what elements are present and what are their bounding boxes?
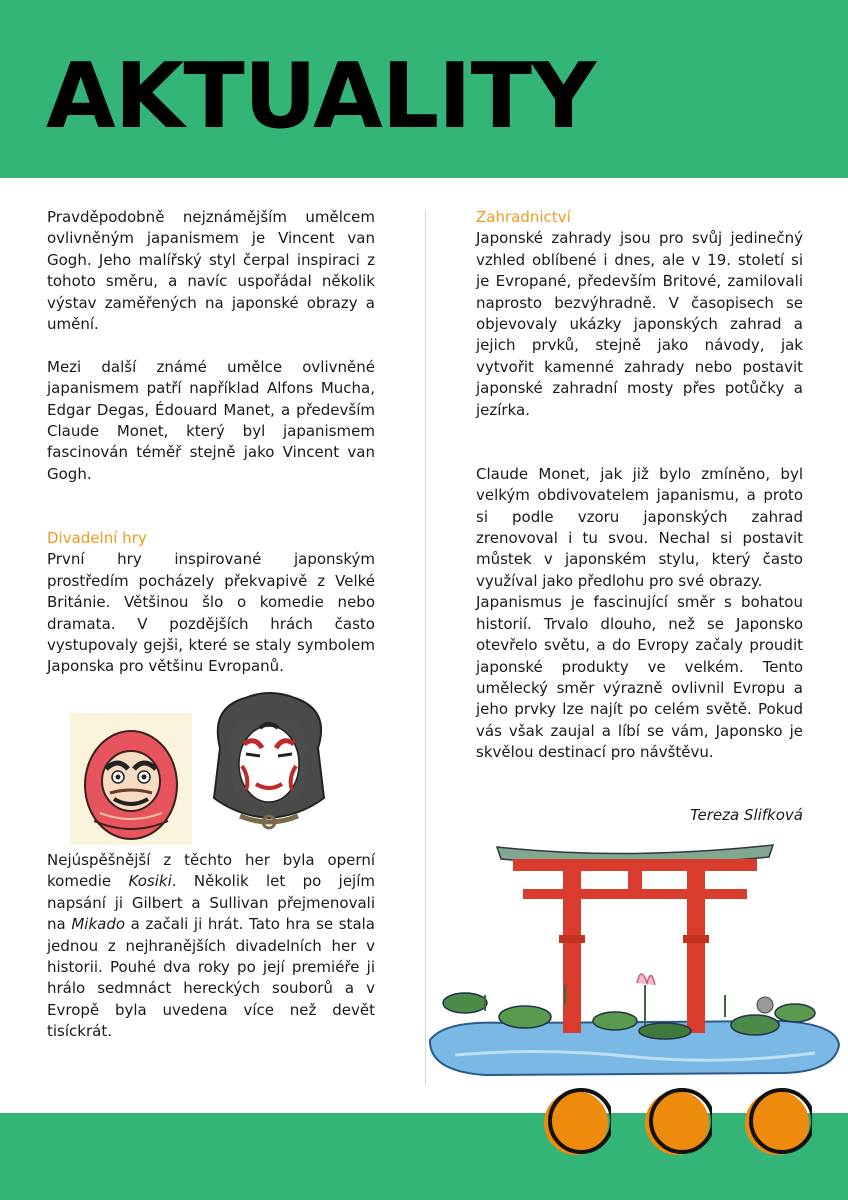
author-name: Tereza Slifková bbox=[690, 806, 803, 824]
page-title: AKTUALITY bbox=[46, 44, 596, 149]
kabuki-mask-illustration bbox=[200, 688, 338, 840]
daruma-illustration bbox=[70, 713, 192, 845]
footer-band bbox=[0, 1113, 848, 1200]
left-column-bottom bbox=[47, 850, 375, 1043]
intro-paragraph-2: Mezi další známé umělce ovlivněné japanismem patří například Alfons Mucha, Edgar Degas, Édouard Manet, a především Claude Monet, který byl japanismem fascinován téměř stejně jako Vincent van Gogh. bbox=[47, 357, 375, 483]
opera-title-mikado: Mikado bbox=[71, 915, 126, 934]
orange-circle-2 bbox=[642, 1088, 712, 1158]
garden-section-title: Zahradnictví bbox=[476, 208, 571, 226]
theatre-paragraph: První hry inspirované japonským prostředím pocházely překvapivě z Velké Británie. Většinou šlo o komedie nebo dramata. V pozdějších hrách často vystupovaly gejši, které se staly symbolem Japonska pro většinu Evropanů. bbox=[47, 550, 375, 676]
opera-text-3: a začali ji hrát. Tato hra se stala jednou z nejhranějších divadelních her v historii. Pouhé dva roky po její premiéře ji hrálo sedmnáct hereckých souborů a v Evropě byla uvedena více než devět tisíckrát. bbox=[47, 915, 375, 1041]
opera-text-2: . Několik let po jejím napsání ji Gilbert a Sullivan přejmenovali na bbox=[47, 872, 375, 934]
intro-paragraph-1: Pravděpodobně nejznámějším umělcem ovlivněným japanismem je Vincent van Gogh. Jeho malířský styl čerpal inspiraci z tohoto směru, a navíc uspořádal několik výstav zaměřených na japonské obrazy a umění. bbox=[47, 208, 375, 334]
opera-title-kosiki: Kosiki bbox=[128, 872, 172, 891]
opera-text-1: Nejúspěšnější z těchto her byla operní komedie bbox=[47, 851, 375, 891]
right-column bbox=[476, 207, 803, 764]
garden-paragraph-2: Claude Monet, jak již bylo zmíněno, byl velkým obdivovatelem japanismu, a proto si podle vzoru japonských zahrad zrenovoval i tu svou. Nechal si postavit můstek v japonském stylu, který často využíval jako předlohu pro své obrazy. bbox=[476, 464, 803, 590]
header-banner bbox=[0, 0, 848, 178]
orange-circle-1 bbox=[541, 1088, 611, 1158]
garden-paragraph-1: Japonské zahrady jsou pro svůj jedinečný vzhled oblíbené i dnes, ale v 19. století si je Evropané, především Britové, zamilovali naprosto bezvýhradně. V časopisech se objevovaly ukázky japonských zahrad a jejich prvků, stejně jako návody, jak vytvořit kamenné zahrady nebo postavit japonské zahradní mosty přes potůčky a jezírka. bbox=[476, 229, 803, 419]
left-column-top bbox=[47, 207, 375, 678]
torii-gate-pond-illustration bbox=[425, 835, 845, 1085]
opera-paragraph bbox=[47, 850, 375, 1043]
theatre-section-title: Divadelní hry bbox=[47, 529, 147, 548]
orange-circle-3 bbox=[742, 1088, 812, 1158]
conclusion-paragraph: Japanismus je fascinující směr s bohatou historií. Trvalo dlouho, než se Japonsko otevřelo světu, a do Evropy začaly proudit japonské produkty ve velkém. Tento umělecký směr výrazně ovlivnil Evropu a jeho prvky lze najít po celém světě. Pokud vás však zaujal a líbí se vám, Japonsko je skvělou destinací pro návštěvu. bbox=[476, 593, 803, 762]
